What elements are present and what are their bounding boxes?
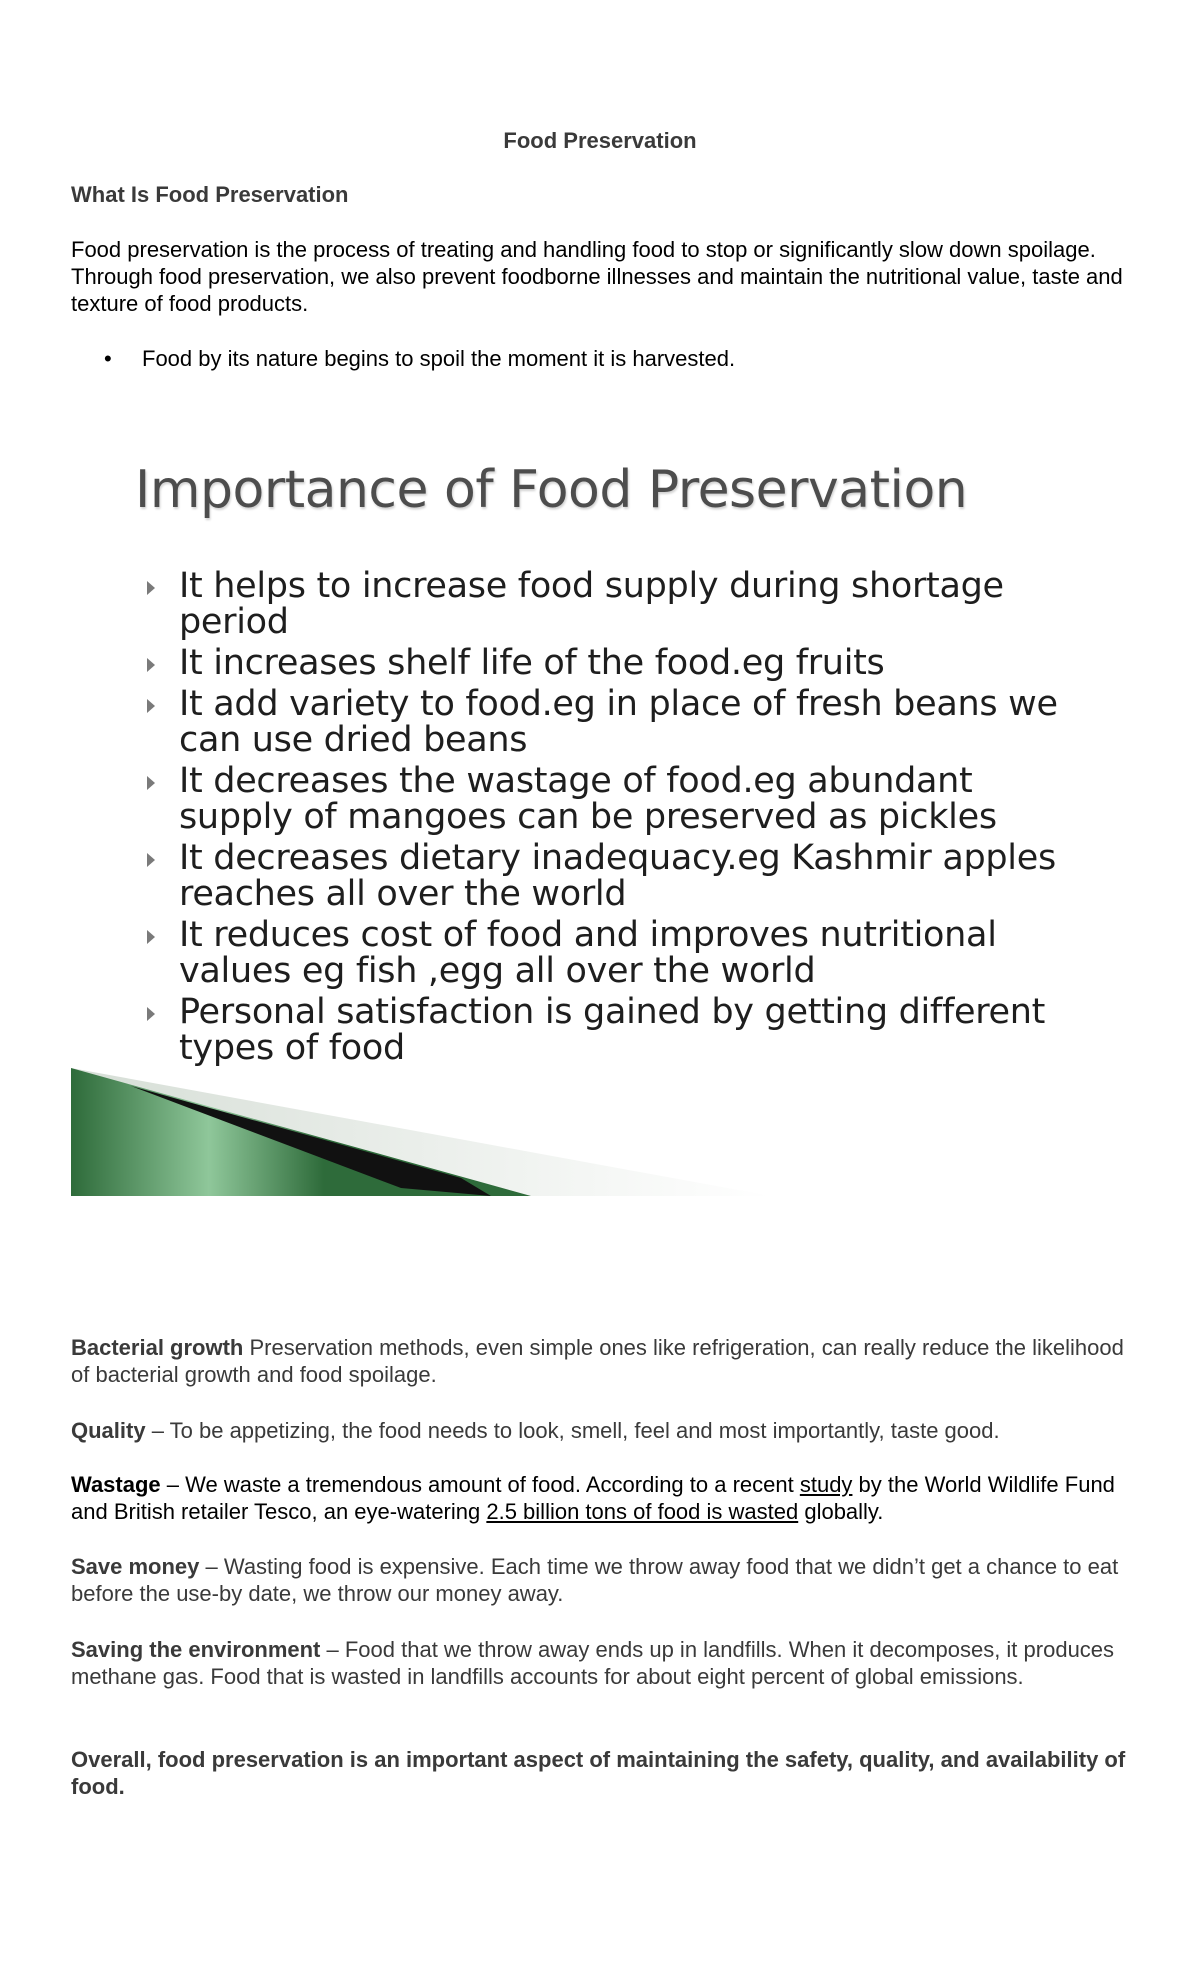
slide-bullet-item xyxy=(145,994,1065,1066)
environment-term: Saving the environment xyxy=(71,1637,321,1662)
bacterial-growth-paragraph xyxy=(71,1334,1141,1388)
quality-text: – To be appetizing, the food needs to look, smell, feel and most importantly, taste good. xyxy=(145,1418,1000,1443)
wastage-text-after: globally. xyxy=(798,1499,884,1524)
save-money-term: Save money xyxy=(71,1554,200,1579)
slide-bullet-text: It increases shelf life of the food.eg fruits xyxy=(179,643,885,683)
slide-bullet-text: It decreases the wastage of food.eg abundant supply of mangoes can be preserved as pickles xyxy=(179,761,997,837)
arrow-bullet-icon xyxy=(147,853,155,867)
slide-bullet-text: Personal satisfaction is gained by getting different types of food xyxy=(179,992,1046,1068)
slide-bullet-item xyxy=(145,840,1065,912)
slide-bullet-item xyxy=(145,917,1065,989)
food-wasted-link[interactable]: 2.5 billion tons of food is wasted xyxy=(486,1499,799,1524)
wastage-text-before: – We waste a tremendous amount of food. According to a recent xyxy=(160,1472,800,1497)
slide-bullet-item xyxy=(145,568,1065,640)
environment-paragraph xyxy=(71,1636,1141,1690)
arrow-bullet-icon xyxy=(147,581,155,595)
slide-bullet-text: It helps to increase food supply during shortage period xyxy=(179,566,1004,642)
study-link[interactable]: study xyxy=(799,1472,853,1497)
wastage-paragraph xyxy=(71,1471,1141,1525)
document-title: Food Preservation xyxy=(503,128,697,153)
slide-bullet-list xyxy=(145,568,1065,1071)
slide-bullet-item xyxy=(145,645,1065,681)
slide-bullet-text: It reduces cost of food and improves nutritional values eg fish ,egg all over the world xyxy=(179,915,997,991)
bacterial-growth-term: Bacterial growth xyxy=(71,1335,244,1360)
arrow-bullet-icon xyxy=(147,1007,155,1021)
wastage-term: Wastage xyxy=(71,1472,161,1497)
bullet-text: Food by its nature begins to spoil the moment it is harvested. xyxy=(142,346,736,371)
save-money-text: – Wasting food is expensive. Each time we throw away food that we didn’t get a chance to eat before the use-by date, we throw our money away. xyxy=(71,1554,1119,1606)
arrow-bullet-icon xyxy=(147,930,155,944)
intro-paragraph: Food preservation is the process of treating and handling food to stop or significantly slow down spoilage. Through food preservation, we also prevent foodborne illnesses and maintain the nutritional value, taste and texture of food products. xyxy=(71,237,1123,316)
slide-bullet-item xyxy=(145,686,1065,758)
section-heading: What Is Food Preservation xyxy=(71,182,349,207)
bullet-item xyxy=(104,345,735,372)
quality-term: Quality xyxy=(71,1418,146,1443)
environment-text: – Food that we throw away ends up in landfills. When it decomposes, it produces methane gas. Food that is wasted in landfills accounts for about eight percent of global emissions. xyxy=(71,1637,1115,1689)
save-money-paragraph xyxy=(71,1553,1141,1607)
wastage-text-middle: by the World Wildlife Fund and British retailer Tesco, an eye-watering xyxy=(71,1472,1115,1524)
slide-decoration xyxy=(71,1068,1071,1196)
arrow-bullet-icon xyxy=(147,699,155,713)
arrow-bullet-icon xyxy=(147,658,155,672)
slide-title: Importance of Food Preservation xyxy=(135,460,968,520)
arrow-bullet-icon xyxy=(147,776,155,790)
bullet-icon xyxy=(104,345,142,372)
slide-bullet-item xyxy=(145,763,1065,835)
slide-bullet-text: It add variety to food.eg in place of fresh beans we can use dried beans xyxy=(179,684,1058,760)
quality-paragraph xyxy=(71,1417,1141,1444)
slide-image xyxy=(71,440,1071,1196)
slide-bullet-text: It decreases dietary inadequacy.eg Kashmir apples reaches all over the world xyxy=(179,838,1056,914)
conclusion-paragraph: Overall, food preservation is an important aspect of maintaining the safety, quality, and availability of food. xyxy=(71,1747,1126,1799)
bacterial-growth-text: Preservation methods, even simple ones like refrigeration, can really reduce the likelihood of bacterial growth and food spoilage. xyxy=(71,1335,1124,1387)
